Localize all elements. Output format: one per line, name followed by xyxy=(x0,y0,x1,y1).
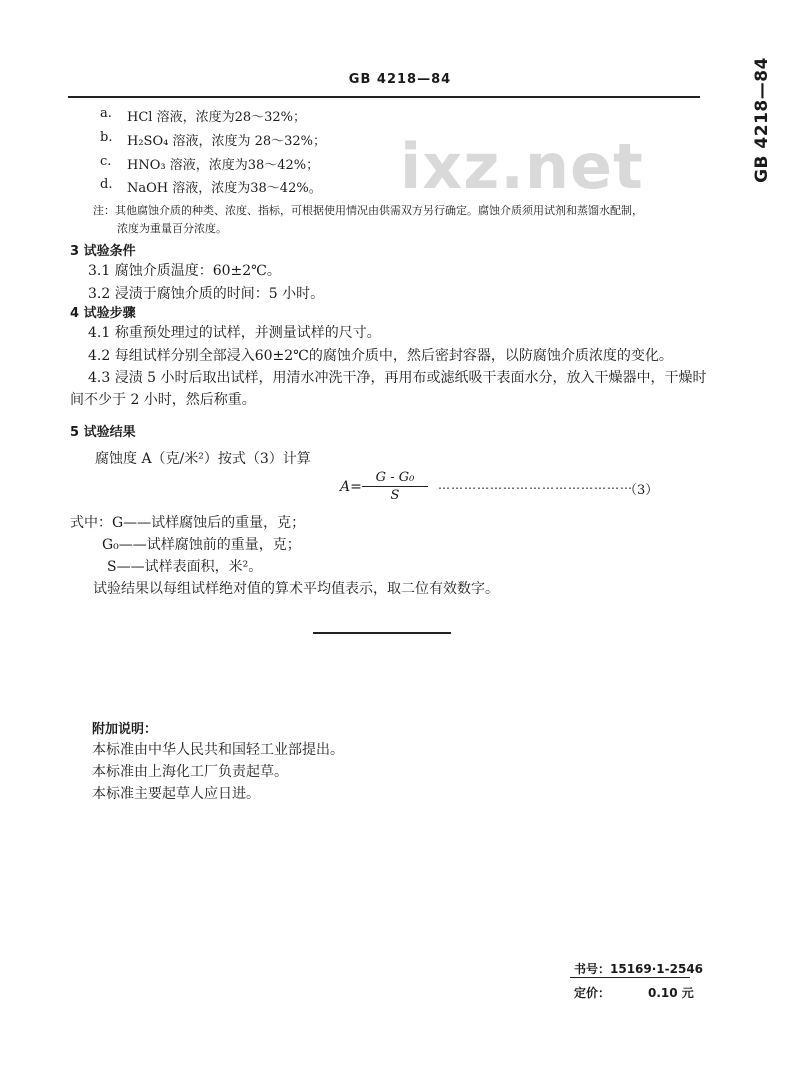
price-value: 0.10 元 xyxy=(648,986,694,1000)
additional-line-3: 本标准主要起草人应日进。 xyxy=(92,786,260,802)
item-b-label: b. xyxy=(100,130,113,145)
section-3-2: 3.2 浸渍于腐蚀介质的时间：5 小时。 xyxy=(88,286,325,302)
section-4-2: 4.2 每组试样分别全部浸入60±2℃的腐蚀介质中，然后密封容器，以防腐蚀介质浓度的变化。 xyxy=(88,348,673,364)
item-b-text: H₂SO₄ 溶液，浓度为 28～32%； xyxy=(127,134,327,149)
watermark: ixz.net xyxy=(400,130,644,203)
formula-lhs: A= xyxy=(340,479,362,495)
book-number: 书号：15169·1-2546 xyxy=(574,962,704,976)
note-line-1: 注：其他腐蚀介质的种类、浓度、指标，可根据使用情况由供需双方另行确定。腐蚀介质须用试剂和蒸馏水配制， xyxy=(93,204,643,217)
end-rule xyxy=(313,632,451,634)
section-4-3-line-1: 4.3 浸渍 5 小时后取出试样，用清水冲洗干净，再用布或滤纸吸干表面水分，放入干燥器中，干燥时 xyxy=(88,370,707,386)
formula-3 xyxy=(340,470,680,510)
corrosion-intro: 腐蚀度 A（克/米²）按式（3）计算 xyxy=(95,451,311,467)
item-c-label: c. xyxy=(100,154,112,169)
additional-line-2: 本标准由上海化工厂负责起草。 xyxy=(92,764,288,780)
formula-denominator: S xyxy=(390,488,400,503)
where-g0: G₀——试样腐蚀前的重量，克； xyxy=(102,537,301,553)
section-4-heading: 4 试验步骤 xyxy=(70,306,136,321)
publication-rule xyxy=(570,977,690,978)
item-c-text: HNO₃ 溶液，浓度为38～42%； xyxy=(127,158,320,173)
page-header: GB 4218—84 xyxy=(348,72,452,87)
section-3-1: 3.1 腐蚀介质温度：60±2℃。 xyxy=(88,263,281,279)
section-5-heading: 5 试验结果 xyxy=(70,425,136,440)
section-4-3-line-2: 间不少于 2 小时，然后称重。 xyxy=(70,392,256,408)
item-d-text: NaOH 溶液，浓度为38～42%。 xyxy=(127,181,322,196)
where-g: 式中：G——试样腐蚀后的重量，克； xyxy=(70,515,306,531)
side-standard-text: GB 4218—84 xyxy=(752,57,772,183)
formula-fraction xyxy=(362,470,428,503)
result-statement: 试验结果以每组试样绝对值的算术平均值表示，取二位有效数字。 xyxy=(93,581,499,597)
additional-heading: 附加说明： xyxy=(92,722,158,737)
item-a-text: HCl 溶液，浓度为28～32%； xyxy=(127,110,307,125)
formula-number: （3） xyxy=(624,483,659,498)
section-3-heading: 3 试验条件 xyxy=(70,244,136,259)
additional-line-1: 本标准由中华人民共和国轻工业部提出。 xyxy=(92,742,344,758)
price-label: 定价： xyxy=(574,986,611,1000)
note-line-2: 浓度为重量百分浓度。 xyxy=(117,222,227,235)
where-s: S——试样表面积，米²。 xyxy=(107,559,263,575)
item-a-label: a. xyxy=(100,106,112,121)
fraction-bar xyxy=(362,486,428,487)
item-d-label: d. xyxy=(100,177,113,192)
section-4-1: 4.1 称重预处理过的试样，并测量试样的尺寸。 xyxy=(88,325,381,341)
formula-leader-dots: ……………………………………… xyxy=(438,478,633,492)
formula-numerator: G - G₀ xyxy=(375,470,415,485)
side-standard-label xyxy=(742,57,782,183)
header-rule xyxy=(68,96,700,98)
